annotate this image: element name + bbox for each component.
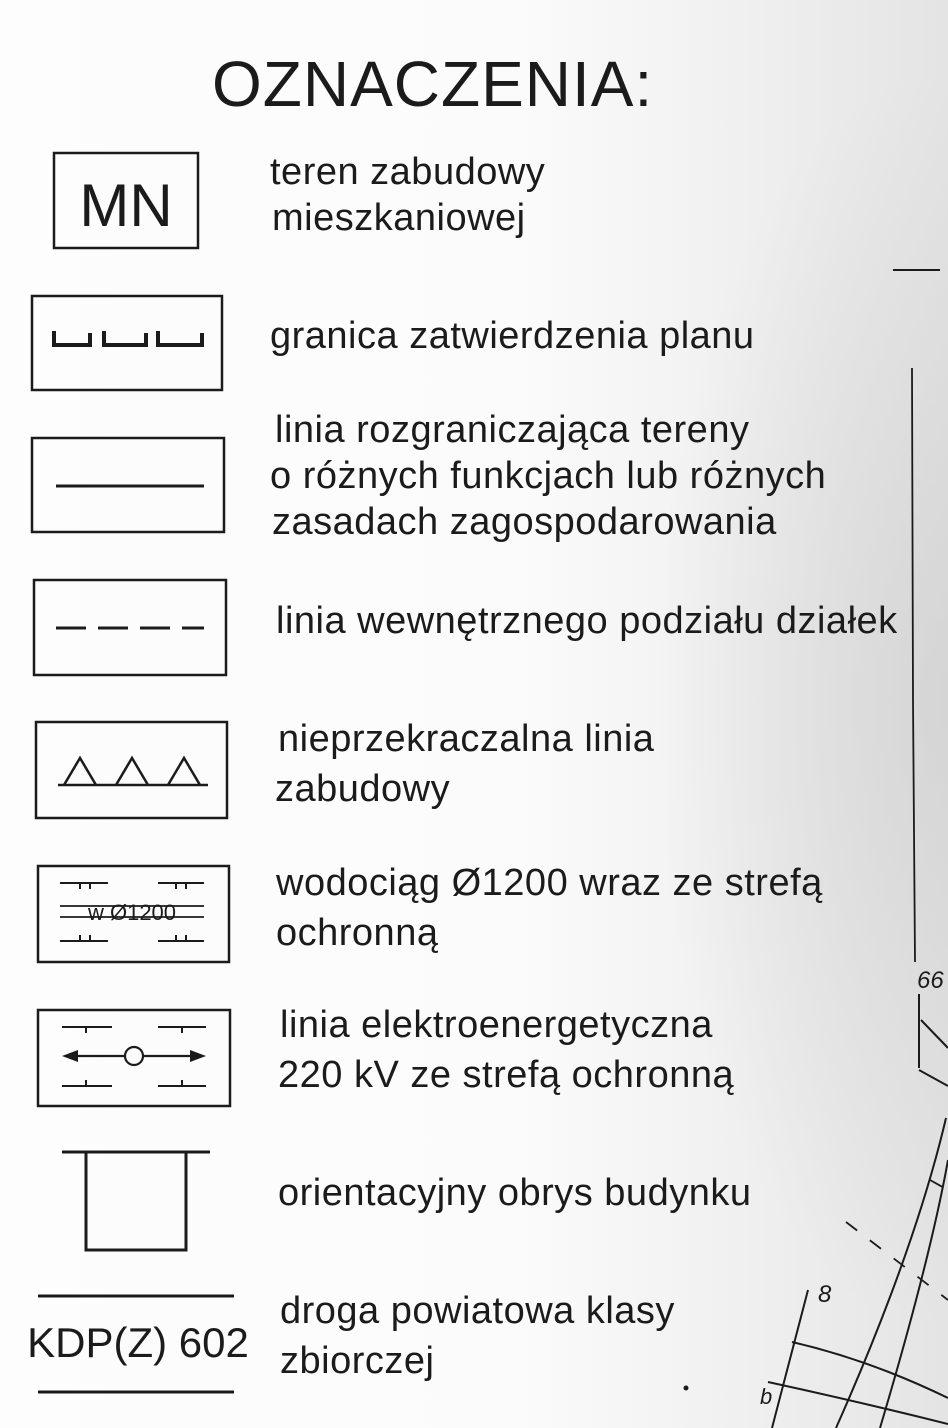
- legend-power-line-label-line-2: 220 kV ze strefą ochronną: [278, 1054, 735, 1096]
- symbol-building-line-triangles: [36, 722, 227, 818]
- symbol-water-main-text: w Ø1200: [87, 900, 177, 925]
- symbol-power-line: [38, 1010, 230, 1106]
- legend-building-line-label-line-1: nieprzekraczalna linia: [278, 718, 655, 760]
- symbol-plan-boundary: [32, 296, 222, 390]
- legend-building-line-label-line-2: zabudowy: [275, 768, 451, 810]
- legend-solid-boundary-label-line-1: linia rozgraniczająca tereny: [275, 409, 750, 451]
- legend-mn-label-line-2: mieszkaniowej: [272, 197, 526, 239]
- legend-water-main-label-line-1: wodociąg Ø1200 wraz ze strefą: [276, 862, 823, 904]
- legend-building-outline-label: orientacyjny obrys budynku: [278, 1172, 752, 1214]
- legend-mn-label-line-1: teren zabudowy: [270, 151, 546, 193]
- symbol-mn-box: [54, 153, 198, 248]
- symbol-county-road-text: KDP(Z) 602: [27, 1319, 249, 1366]
- legend-solid-boundary-label-line-2: o różnych funkcjach lub różnych: [270, 455, 827, 497]
- legend-title: OZNACZENIA:: [212, 48, 654, 120]
- legend-power-line-label-line-1: linia elektroenergetyczna: [280, 1004, 713, 1046]
- legend-plan-boundary-label: granica zatwierdzenia planu: [270, 315, 755, 357]
- symbol-water-main: [38, 866, 229, 962]
- legend-county-road-label-line-2: zbiorczej: [280, 1340, 435, 1382]
- legend-water-main-label-line-2: ochronną: [276, 912, 439, 954]
- legend-county-road-label-line-1: droga powiatowa klasy: [280, 1290, 675, 1332]
- map-label-8: 8: [818, 1281, 832, 1308]
- symbol-dashed-division-line: [34, 580, 226, 675]
- map-label-b: b: [760, 1384, 773, 1409]
- symbol-building-outline: [62, 1152, 210, 1250]
- symbol-solid-boundary-line: [32, 438, 224, 532]
- legend-solid-boundary-label-line-3: zasadach zagospodarowania: [272, 501, 777, 543]
- symbol-mn-text: MN: [79, 172, 173, 239]
- symbol-county-road: [27, 1296, 249, 1392]
- legend-dashed-division-label: linia wewnętrznego podziału działek: [276, 600, 898, 642]
- map-label-66: 66: [917, 967, 944, 994]
